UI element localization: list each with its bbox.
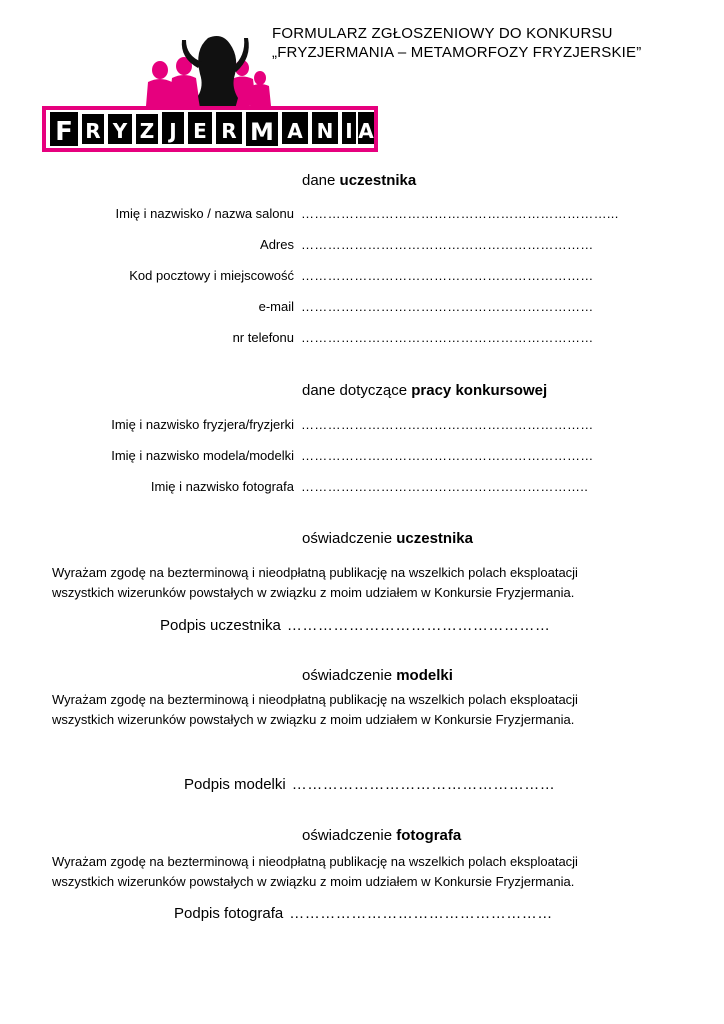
fill-in-line[interactable]: ………………………………………………………… <box>301 237 594 252</box>
svg-text:N: N <box>316 119 334 143</box>
fill-in-line[interactable]: ………………………………………………………… <box>301 268 594 283</box>
declaration-heading-bold: modelki <box>396 667 453 684</box>
fill-in-line[interactable]: ……………………………………………………….. <box>301 479 589 494</box>
declaration-heading-prefix: oświadczenie <box>302 667 397 684</box>
field-label: Imię i nazwisko fotografa <box>150 479 294 494</box>
signature-label: Podpis fotografa <box>174 905 284 922</box>
form-title-line2: „FRYZJERMANIA – METAMORFOZY FRYZJERSKIE” <box>272 44 642 61</box>
signature-label: Podpis modelki <box>184 776 286 793</box>
svg-text:J: J <box>169 119 177 143</box>
svg-text:A: A <box>287 119 303 143</box>
svg-text:Y: Y <box>112 119 128 143</box>
fill-in-line[interactable]: ………………………………………………………… <box>301 330 594 345</box>
field-row-postal <box>0 268 724 288</box>
declaration-participant-line2: wszystkich wizerunków powstałych w związku z moim udziałem w Konkursie Fryzjermania. <box>52 585 575 600</box>
signature-participant <box>160 617 550 634</box>
work-heading <box>302 382 547 399</box>
work-heading-bold: pracy konkursowej <box>411 382 548 399</box>
participant-heading <box>302 172 416 189</box>
declaration-heading-prefix: oświadczenie <box>302 530 397 547</box>
declaration-heading-bold: uczestnika <box>396 530 473 547</box>
declaration-heading-bold: fotografa <box>396 827 462 844</box>
field-label: e-mail <box>258 299 294 314</box>
field-label: Imię i nazwisko fryzjera/fryzjerki <box>111 417 294 432</box>
svg-text:M: M <box>250 118 274 146</box>
declaration-model-line2: wszystkich wizerunków powstałych w związku z moim udziałem w Konkursie Fryzjermania. <box>52 712 575 727</box>
signature-line[interactable]: …………………………………………… <box>289 905 553 922</box>
declaration-model-line1: Wyrażam zgodę na bezterminową i nieodpłatną publikację na wszelkich polach eksploatacji <box>52 692 578 707</box>
declaration-participant-heading <box>302 530 473 547</box>
svg-text:R: R <box>221 119 237 143</box>
svg-text:E: E <box>193 119 207 143</box>
participant-heading-prefix: dane <box>302 172 340 189</box>
signature-photographer <box>174 905 553 922</box>
form-title-line1: FORMULARZ ZGŁOSZENIOWY DO KONKURSU <box>272 25 613 42</box>
field-label: Kod pocztowy i miejscowość <box>129 268 294 283</box>
declaration-heading-prefix: oświadczenie <box>302 827 397 844</box>
svg-text:A: A <box>358 119 374 143</box>
fill-in-line[interactable]: ………………………………………………………… <box>301 448 594 463</box>
signature-line[interactable]: …………………………………………… <box>291 776 556 793</box>
field-row-photographer <box>0 479 724 499</box>
field-row-hairdresser <box>0 417 724 437</box>
svg-text:Z: Z <box>139 119 155 143</box>
svg-text:I: I <box>345 119 353 143</box>
signature-model <box>184 776 555 793</box>
field-row-address <box>0 237 724 257</box>
signature-line[interactable]: …………………………………………… <box>286 617 551 634</box>
field-row-name-salon <box>0 206 724 226</box>
declaration-photographer-heading <box>302 827 461 844</box>
field-label: Imię i nazwisko modela/modelki <box>111 448 294 463</box>
work-heading-prefix: dane dotyczące <box>302 382 412 399</box>
field-label: nr telefonu <box>232 330 294 345</box>
field-row-email <box>0 299 724 319</box>
field-row-phone <box>0 330 724 350</box>
declaration-model-heading <box>302 667 453 684</box>
signature-label: Podpis uczestnika <box>160 617 281 634</box>
participant-heading-bold: uczestnika <box>339 172 417 189</box>
fill-in-line[interactable]: ……………………………………………………………... <box>301 206 619 221</box>
fill-in-line[interactable]: ………………………………………………………… <box>301 299 594 314</box>
svg-text:R: R <box>85 119 101 143</box>
declaration-participant-line1: Wyrażam zgodę na bezterminową i nieodpłatną publikację na wszelkich polach eksploatacji <box>52 565 578 580</box>
svg-text:F: F <box>55 117 73 147</box>
declaration-photographer-line1: Wyrażam zgodę na bezterminową i nieodpłatną publikację na wszelkich polach eksploatacji <box>52 854 578 869</box>
field-row-model <box>0 448 724 468</box>
logo-letters <box>42 106 378 152</box>
field-label: Imię i nazwisko / nazwa salonu <box>115 206 294 221</box>
declaration-photographer-line2: wszystkich wizerunków powstałych w związku z moim udziałem w Konkursie Fryzjermania. <box>52 874 575 889</box>
field-label: Adres <box>260 237 294 252</box>
fill-in-line[interactable]: ………………………………………………………… <box>301 417 594 432</box>
